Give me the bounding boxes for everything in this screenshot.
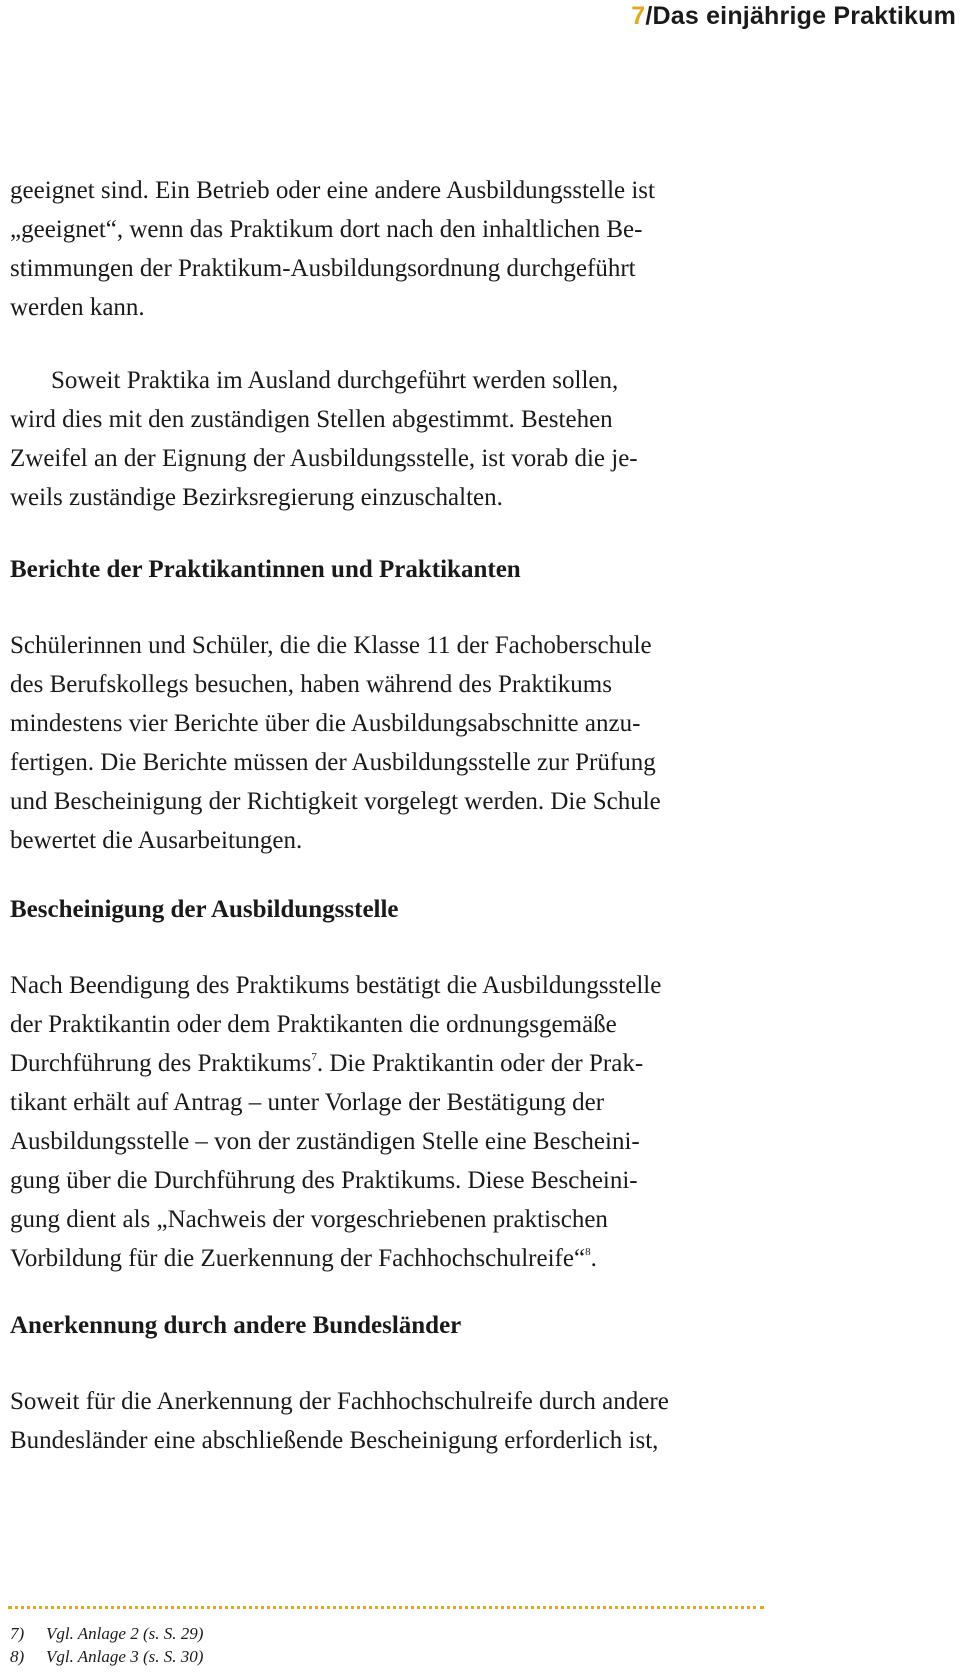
intro-paragraph [10,171,770,327]
text-line: der Praktikantin oder dem Praktikanten die ordnungsgemäße [10,1011,617,1038]
text-line: wird dies mit den zuständigen Stellen abgestimmt. Bestehen [10,406,613,433]
text-line: „geeignet“, wenn das Praktikum dort nach den inhaltlichen Be- [10,216,643,243]
text-segment: Vorbildung für die Zuerkennung der Fachhochschulreife“ [10,1245,586,1272]
text-line: Soweit für die Anerkennung der Fachhochschulreife durch andere [10,1388,669,1415]
bescheinigung-heading: Bescheinigung der Ausbildungsstelle [10,896,399,923]
text-line [10,1239,770,1278]
footnote-7 [10,1622,203,1645]
footnote-number: 7) [10,1624,25,1643]
footnote-number: 8) [10,1647,25,1666]
text-line: Soweit Praktika im Ausland durchgeführt werden sollen, [51,367,619,394]
text-line: bewertet die Ausarbeitungen. [10,827,303,854]
text-line: Ausbildungsstelle – von der zuständigen Stelle eine Bescheini- [10,1128,640,1155]
text-line: Schülerinnen und Schüler, die die Klasse 11 der Fachoberschule [10,632,652,659]
text-line: mindestens vier Berichte über die Ausbildungsabschnitte anzu- [10,710,641,737]
footnote-ref-7: 7 [311,1051,317,1063]
text-line: Nach Beendigung des Praktikums bestätigt die Ausbildungsstelle [10,972,662,999]
text-segment: Durchführung des Praktikums [10,1050,312,1077]
text-line [10,1044,770,1083]
footnote-text: Vgl. Anlage 3 (s. S. 30) [46,1647,204,1666]
text-line: gung über die Durchführung des Praktikums. Diese Bescheini- [10,1167,638,1194]
footnotes [10,1622,203,1668]
text-line: tikant erhält auf Antrag – unter Vorlage der Bestätigung der [10,1089,605,1116]
footnote-8 [10,1645,203,1668]
text-line: des Berufskollegs besuchen, haben während des Praktikums [10,671,612,698]
chapter-title: Das einjährige Praktikum [652,2,956,30]
footnote-divider [8,1606,764,1609]
text-line: Zweifel an der Eignung der Ausbildungsstelle, ist vorab die je- [10,445,638,472]
text-line: werden kann. [10,294,145,321]
anerkennung-heading: Anerkennung durch andere Bundesländer [10,1312,462,1339]
text-line: Bundesländer eine abschließende Bescheinigung erforderlich ist, [10,1427,659,1454]
footnote-ref-8: 8 [585,1246,591,1258]
chapter-number: 7 [631,2,646,30]
berichte-heading: Berichte der Praktikantinnen und Praktikanten [10,556,521,583]
anerkennung-paragraph [10,1382,770,1460]
text-line: weils zuständige Bezirksregierung einzuschalten. [10,484,503,511]
text-segment: . Die Praktikantin oder der Prak- [316,1050,644,1077]
ausland-paragraph [10,361,770,517]
text-line: gung dient als „Nachweis der vorgeschriebenen praktischen [10,1206,608,1233]
text-line: fertigen. Die Berichte müssen der Ausbildungsstelle zur Prüfung [10,749,656,776]
text-line: und Bescheinigung der Richtigkeit vorgelegt werden. Die Schule [10,788,661,815]
footnote-text: Vgl. Anlage 2 (s. S. 29) [46,1624,204,1643]
berichte-paragraph [10,626,770,860]
text-segment: . [590,1245,597,1272]
text-line: geeignet sind. Ein Betrieb oder eine andere Ausbildungsstelle ist [10,177,655,204]
text-line: stimmungen der Praktikum-Ausbildungsordnung durchgeführt [10,255,636,282]
chapter-separator: / [645,2,653,30]
bescheinigung-paragraph [10,966,770,1278]
running-header [631,2,956,31]
